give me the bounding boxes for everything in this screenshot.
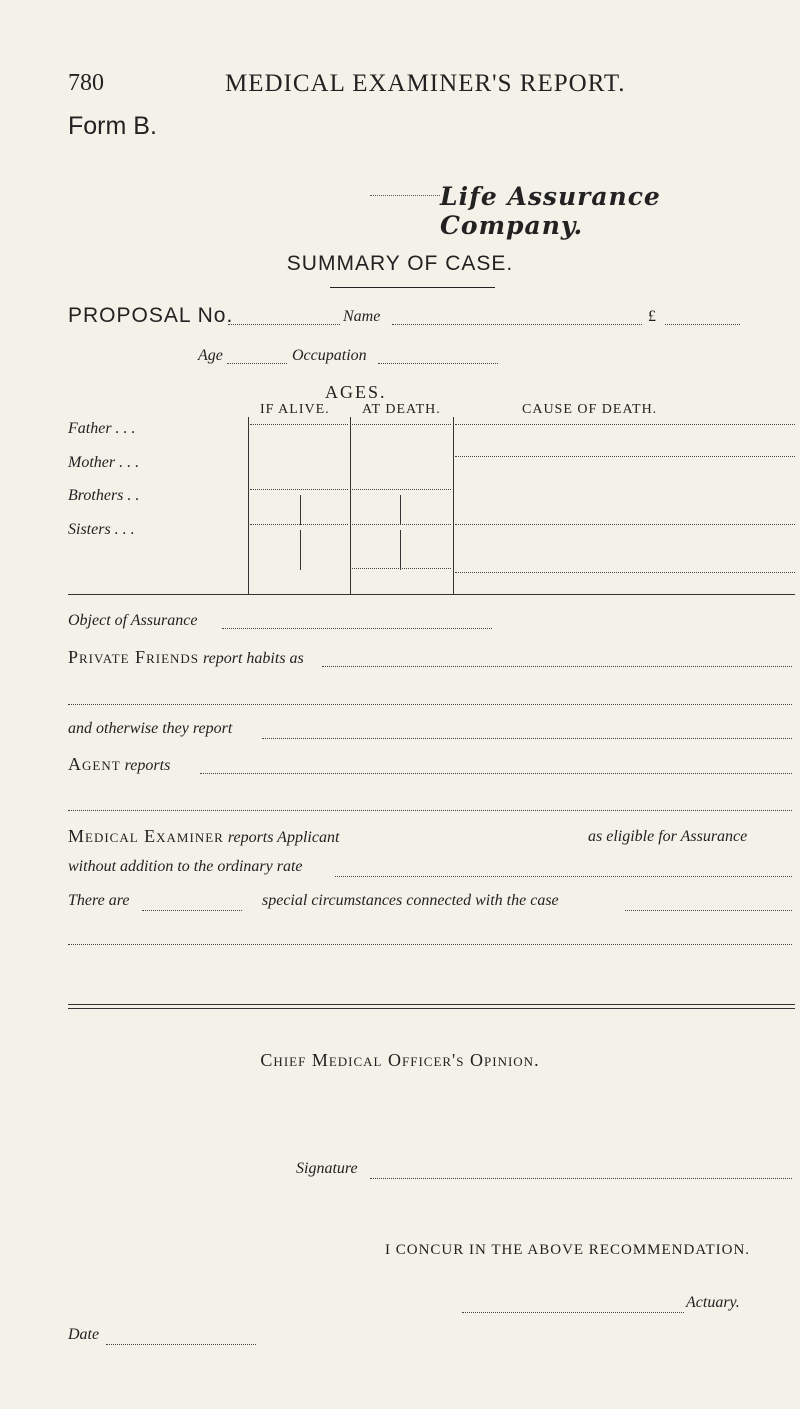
brothers-sub-divider <box>300 495 301 525</box>
examiner-text: reports Applicant <box>227 829 340 846</box>
father-death-cell[interactable] <box>352 424 451 425</box>
age-field[interactable] <box>227 363 287 364</box>
sisters-sub-divider <box>400 530 401 570</box>
actuary-signature-field[interactable] <box>462 1312 684 1313</box>
proposal-label: PROPOSAL No. <box>68 304 234 327</box>
summary-title: SUMMARY OF CASE. <box>286 252 514 275</box>
private-friends-line <box>68 647 304 668</box>
brothers-alive-cell[interactable] <box>250 524 348 525</box>
there-are-field[interactable] <box>142 910 242 911</box>
mother-death-cell[interactable] <box>352 489 451 490</box>
brothers-sub-divider <box>400 495 401 525</box>
private-friends-field[interactable] <box>322 666 792 667</box>
agent-label: Agent <box>68 754 121 774</box>
rate-field[interactable] <box>335 876 792 877</box>
page-number: 780 <box>68 70 104 96</box>
private-friends-text: report habits as <box>203 650 304 667</box>
ages-heading: AGES. <box>325 382 387 402</box>
col-cause-of-death: CAUSE OF DEATH. <box>522 402 658 417</box>
brothers-death-cell[interactable] <box>352 524 451 525</box>
special-text: special circumstances connected with the case <box>262 892 559 909</box>
occupation-field[interactable] <box>378 363 498 364</box>
form-label: Form B. <box>68 112 157 140</box>
page-title: MEDICAL EXAMINER'S REPORT. <box>225 70 626 97</box>
age-label: Age <box>198 347 223 364</box>
without-text: without addition to the ordinary rate <box>68 858 303 875</box>
father-alive-cell[interactable] <box>250 424 348 425</box>
agent-field[interactable] <box>200 773 792 774</box>
relation-mother: Mother . . . <box>68 454 140 471</box>
relation-brothers: Brothers . . <box>68 487 140 504</box>
col-at-death: AT DEATH. <box>362 402 441 417</box>
there-are-label: There are <box>68 892 130 909</box>
special-field[interactable] <box>625 910 792 911</box>
section-rule-bottom <box>68 1008 795 1009</box>
date-label: Date <box>68 1326 100 1343</box>
mother-cause-cell[interactable] <box>455 456 795 457</box>
examiner-line <box>68 826 339 847</box>
sisters-sub-divider <box>300 530 301 570</box>
signature-field[interactable] <box>370 1178 792 1179</box>
agent-line <box>68 754 170 775</box>
amount-field[interactable] <box>665 324 740 325</box>
col-if-alive: IF ALIVE. <box>260 402 330 417</box>
table-divider <box>453 417 454 595</box>
table-divider <box>248 417 249 595</box>
examiner-label: Medical Examiner <box>68 826 224 846</box>
company-name-field[interactable] <box>370 195 440 196</box>
chief-opinion-heading: Chief Medical Officer's Opinion. <box>260 1050 540 1070</box>
summary-underline <box>330 287 495 288</box>
agent-text: reports <box>124 757 171 774</box>
mother-alive-cell[interactable] <box>250 489 348 490</box>
sisters-death-cell[interactable] <box>352 568 451 569</box>
otherwise-field[interactable] <box>262 738 792 739</box>
section-rule-top <box>68 1004 795 1005</box>
name-field[interactable] <box>392 324 642 325</box>
private-friends-label: Private Friends <box>68 647 200 667</box>
father-cause-cell[interactable] <box>455 424 795 425</box>
eligible-text: as eligible for Assurance <box>588 828 748 845</box>
concur-statement: I CONCUR IN THE ABOVE RECOMMENDATION. <box>385 1242 751 1258</box>
sisters-cause-cell[interactable] <box>455 572 795 573</box>
actuary-label: Actuary. <box>686 1294 740 1311</box>
object-label: Object of Assurance <box>68 612 198 629</box>
date-field[interactable] <box>106 1344 256 1345</box>
brothers-cause-cell[interactable] <box>455 524 795 525</box>
company-title: Life Assurance Company. <box>440 182 661 240</box>
amount-label: £ <box>648 308 656 325</box>
agent-field-2[interactable] <box>68 810 792 811</box>
table-bottom-rule <box>68 594 795 595</box>
private-friends-field-2[interactable] <box>68 704 792 705</box>
object-field[interactable] <box>222 628 492 629</box>
special-field-2[interactable] <box>68 944 792 945</box>
proposal-number-field[interactable] <box>228 324 340 325</box>
table-divider <box>350 417 351 595</box>
occupation-label: Occupation <box>292 347 367 364</box>
name-label: Name <box>343 308 381 325</box>
otherwise-label: and otherwise they report <box>68 720 233 737</box>
signature-label: Signature <box>296 1160 358 1177</box>
relation-father: Father . . . <box>68 420 136 437</box>
relation-sisters: Sisters . . . <box>68 521 135 538</box>
